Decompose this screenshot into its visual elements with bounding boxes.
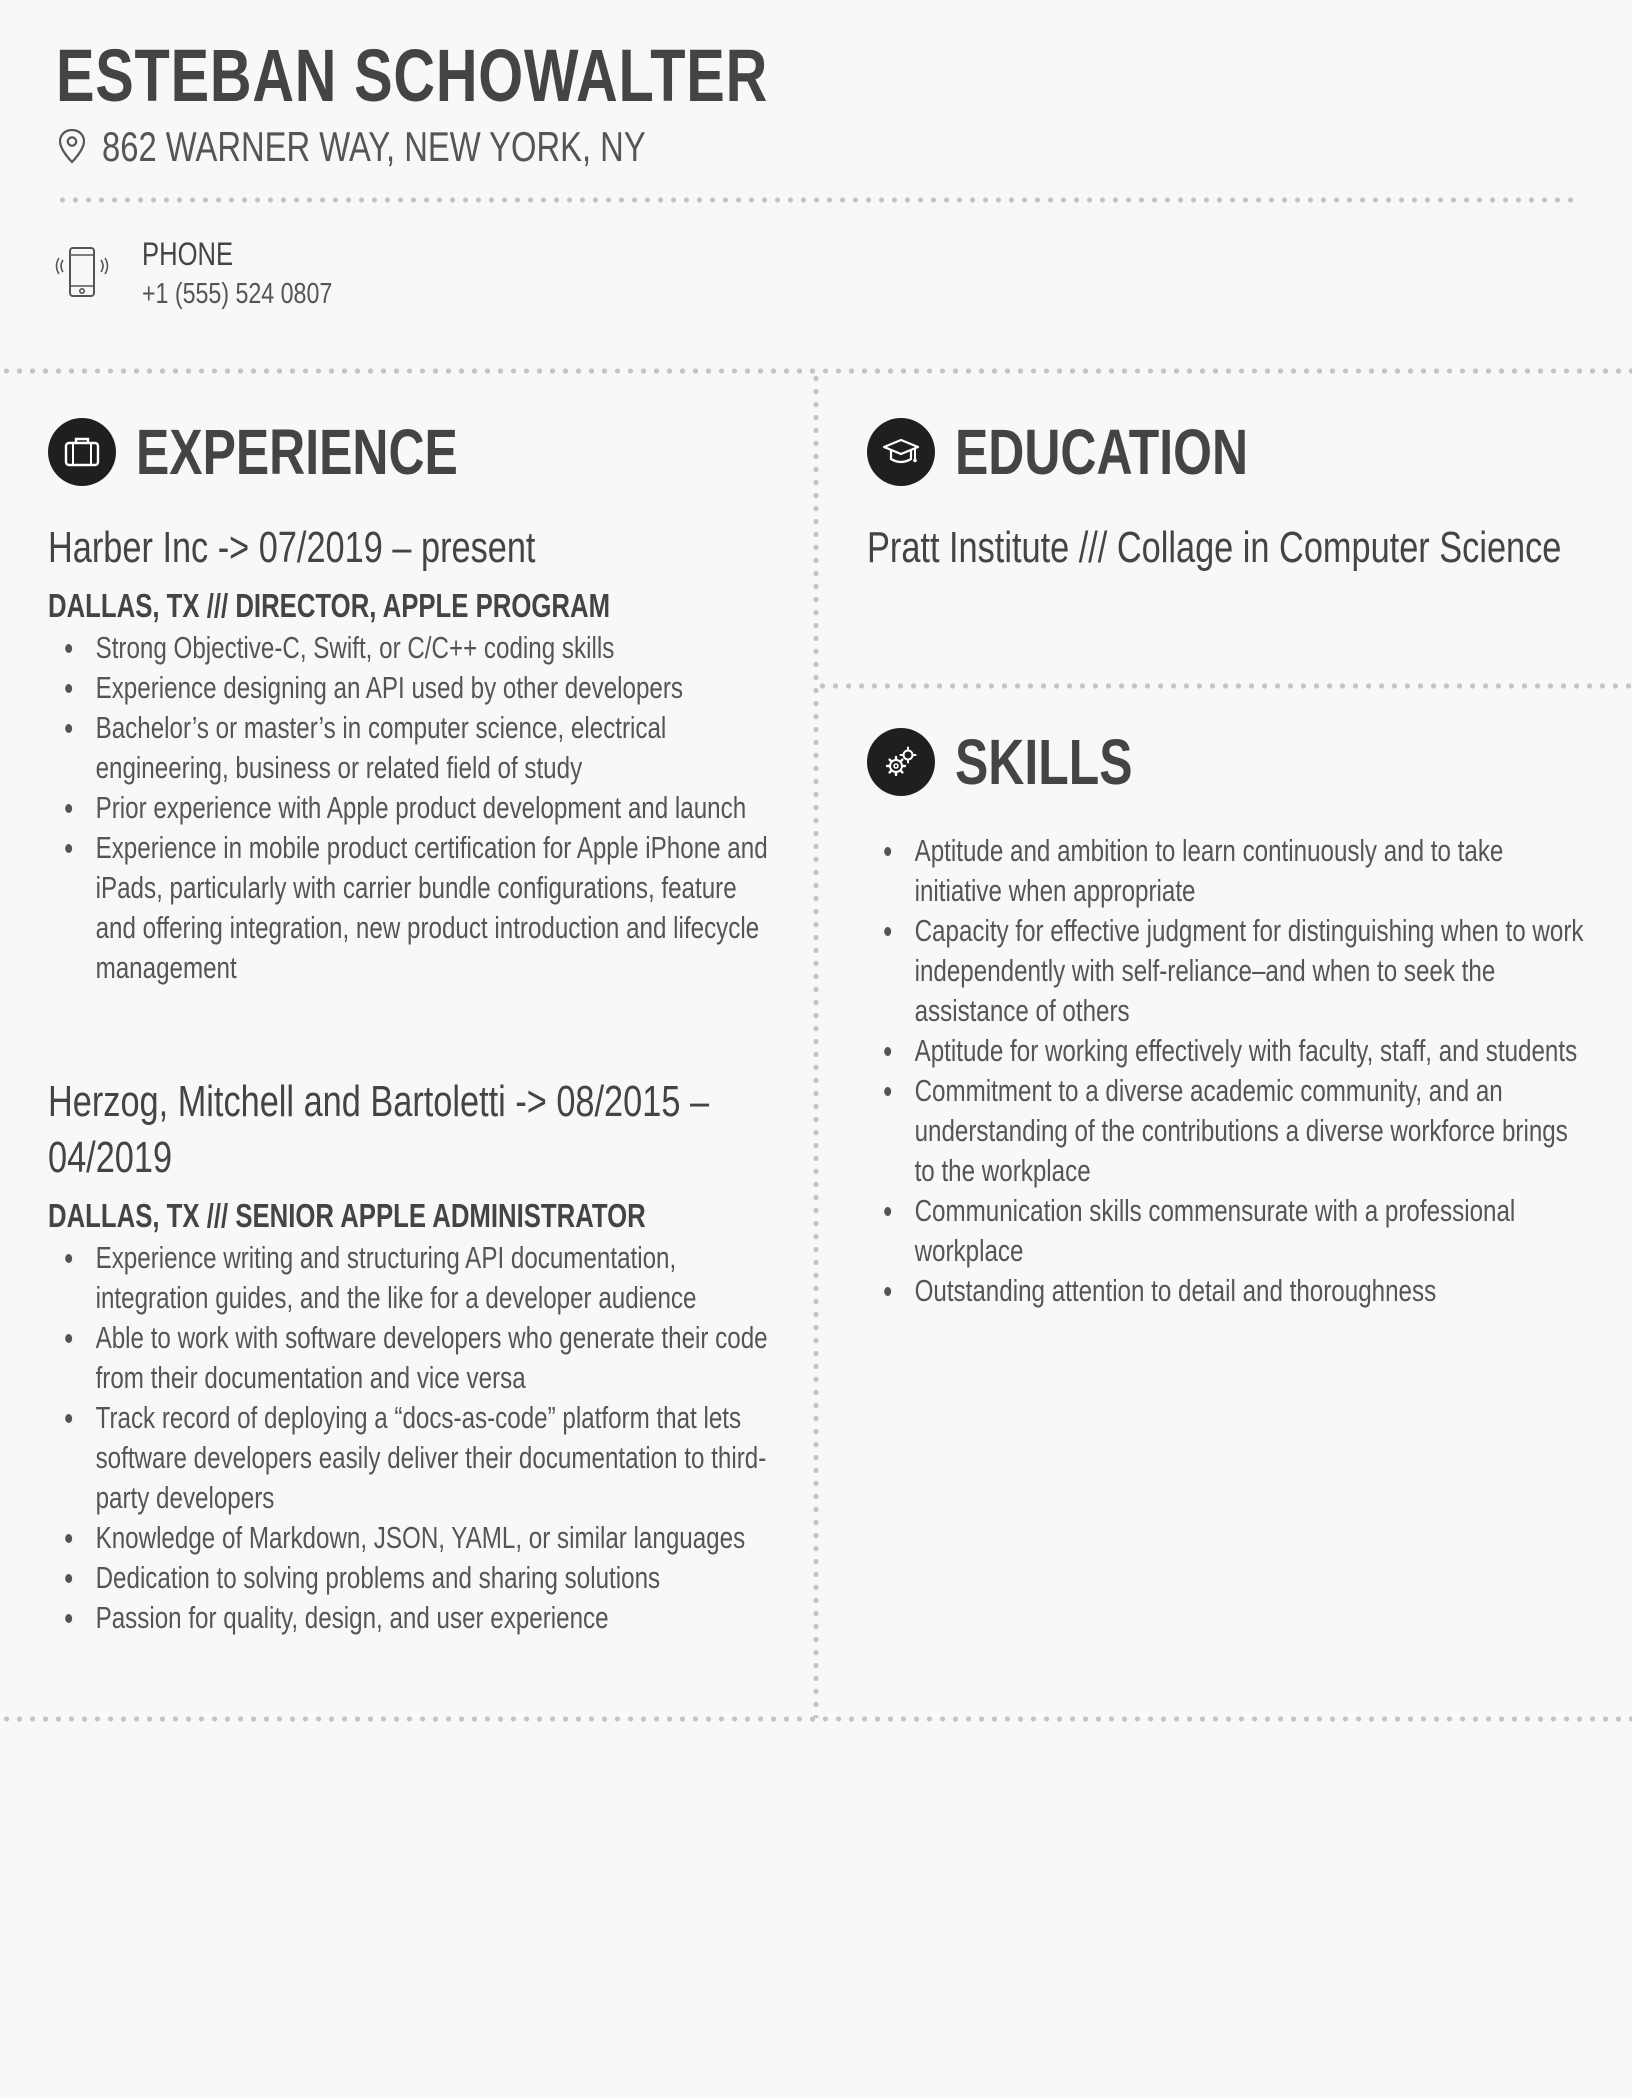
list-item: Communication skills commensurate with a professional workplace bbox=[867, 1191, 1586, 1271]
phone-value: +1 (555) 524 0807 bbox=[142, 278, 333, 310]
job-entry bbox=[48, 520, 778, 988]
list-item: Able to work with software developers who generate their code from their documentation and vice versa bbox=[48, 1318, 777, 1398]
job-title: Herzog, Mitchell and Bartoletti -> 08/2015 – 04/2019 bbox=[48, 1077, 710, 1182]
skills-icon-badge bbox=[867, 728, 935, 796]
experience-title: EXPERIENCE bbox=[136, 416, 458, 488]
list-item: Aptitude for working effectively with faculty, staff, and students bbox=[867, 1031, 1586, 1071]
resume-header bbox=[56, 34, 1576, 170]
job-title: Harber Inc -> 07/2019 – present bbox=[48, 523, 536, 572]
list-item: Outstanding attention to detail and thoroughness bbox=[867, 1271, 1586, 1311]
education-entry bbox=[867, 520, 1587, 576]
job-bullets bbox=[48, 1238, 777, 1638]
list-item: Strong Objective-C, Swift, or C/C++ coding skills bbox=[48, 628, 777, 668]
header-divider bbox=[56, 197, 1578, 203]
education-skills-divider bbox=[816, 683, 1632, 689]
list-item: Knowledge of Markdown, JSON, YAML, or similar languages bbox=[48, 1518, 777, 1558]
briefcase-icon bbox=[62, 432, 102, 472]
list-item: Aptitude and ambition to learn continuously and to take initiative when appropriate bbox=[867, 831, 1586, 911]
gears-icon bbox=[881, 742, 921, 782]
phone-label: PHONE bbox=[142, 236, 234, 272]
bottom-section-divider bbox=[0, 1716, 1632, 1722]
contact-phone bbox=[54, 234, 654, 314]
job-location-role: DALLAS, TX /// SENIOR APPLE ADMINISTRATOR bbox=[48, 1197, 646, 1234]
list-item: Experience designing an API used by other developers bbox=[48, 668, 777, 708]
education-title: EDUCATION bbox=[955, 416, 1249, 488]
column-divider bbox=[813, 372, 819, 1718]
list-item: Passion for quality, design, and user experience bbox=[48, 1598, 777, 1638]
skills-list bbox=[867, 831, 1586, 1311]
list-item: Track record of deploying a “docs-as-code” platform that lets software developers easily deliver their documentation to third-party developers bbox=[48, 1398, 777, 1518]
list-item: Capacity for effective judgment for distinguishing when to work independently with self-reliance–and when to seek the assistance of others bbox=[867, 911, 1586, 1031]
experience-icon-badge bbox=[48, 418, 116, 486]
education-icon-badge bbox=[867, 418, 935, 486]
address: 862 WARNER WAY, NEW YORK, NY bbox=[102, 123, 646, 170]
job-entry bbox=[48, 1074, 778, 1638]
skills-title: SKILLS bbox=[955, 726, 1133, 798]
graduation-cap-icon bbox=[881, 432, 921, 472]
mobile-phone-icon bbox=[54, 244, 110, 300]
skills-list-container bbox=[867, 831, 1587, 1311]
education-degree: Pratt Institute /// Collage in Computer Science bbox=[867, 523, 1562, 572]
list-item: Experience in mobile product certification for Apple iPhone and iPads, particularly with carrier bundle configurations, feature and offering integration, new product introduction and lifecycle management bbox=[48, 828, 777, 988]
list-item: Bachelor’s or master’s in computer science, electrical engineering, business or related field of study bbox=[48, 708, 777, 788]
list-item: Experience writing and structuring API documentation, integration guides, and the like for a developer audience bbox=[48, 1238, 777, 1318]
job-bullets bbox=[48, 628, 777, 988]
job-location-role: DALLAS, TX /// DIRECTOR, APPLE PROGRAM bbox=[48, 587, 611, 624]
list-item: Prior experience with Apple product development and launch bbox=[48, 788, 777, 828]
list-item: Dedication to solving problems and sharing solutions bbox=[48, 1558, 777, 1598]
map-pin-icon bbox=[58, 128, 86, 164]
list-item: Commitment to a diverse academic community, and an understanding of the contributions a diverse workforce brings to the workplace bbox=[867, 1071, 1586, 1191]
candidate-name: ESTEBAN SCHOWALTER bbox=[56, 34, 769, 117]
